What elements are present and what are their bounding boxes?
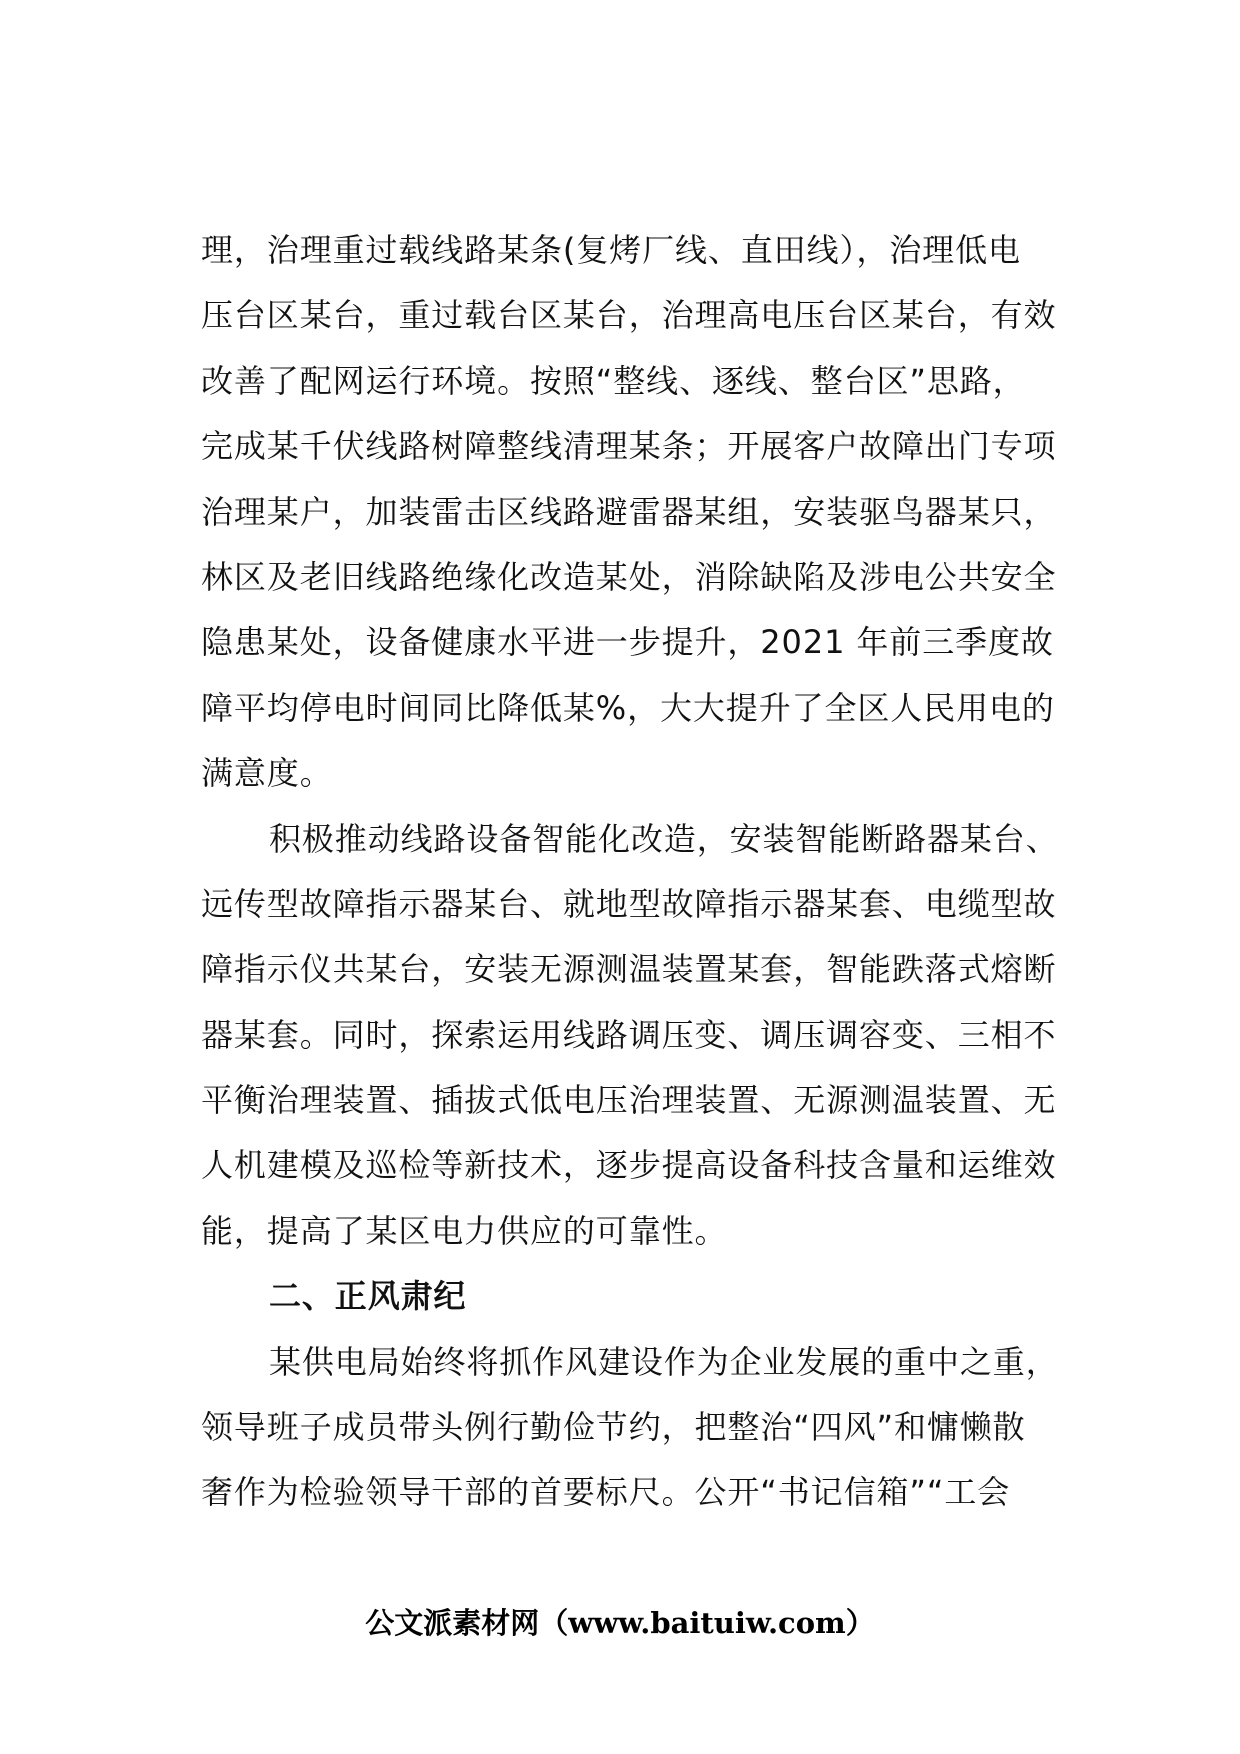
body-text	[201, 218, 1071, 1526]
text-line: 远传型故障指示器某台、就地型故障指示器某套、电缆型故	[201, 884, 1057, 923]
text-line: 完成某千伏线路树障整线清理某条；开展客户故障出门专项	[201, 427, 1057, 466]
paragraph-work-style	[201, 1330, 1071, 1526]
text-line: 某供电局始终将抓作风建设作为企业发展的重中之重，	[269, 1342, 1059, 1381]
footer-watermark: 公文派素材网（www.baituiw.com）	[365, 1606, 875, 1640]
text-line: 障平均停电时间同比降低某%，大大提升了全区人民用电的	[201, 688, 1055, 727]
text-line: 隐患某处，设备健康水平进一步提升，2021 年前三季度故	[201, 623, 1054, 662]
text-line: 治理某户，加装雷击区线路避雷器某组，安装驱鸟器某只，	[201, 492, 1057, 531]
text-line: 压台区某台，重过载台区某台，治理高电压台区某台，有效	[201, 296, 1057, 335]
text-line: 平衡治理装置、插拔式低电压治理装置、无源测温装置、无	[201, 1081, 1057, 1120]
text-line: 理，治理重过载线路某条(复烤厂线、直田线），治理低电	[201, 231, 1021, 269]
text-line: 满意度。	[201, 754, 333, 793]
text-line: 能，提高了某区电力供应的可靠性。	[201, 1211, 728, 1250]
paragraph-smart-equipment	[201, 807, 1071, 1265]
text-line: 器某套。同时，探索运用线路调压变、调压调容变、三相不	[201, 1015, 1057, 1054]
text-line: 领导班子成员带头例行勤俭节约，把整治“四风”和慵懒散	[201, 1408, 1026, 1447]
text-line: 障指示仪共某台，安装无源测温装置某套，智能跌落式熔断	[201, 950, 1057, 989]
text-line: 积极推动线路设备智能化改造，安装智能断路器某台、	[269, 819, 1059, 858]
text-line: 奢作为检验领导干部的首要标尺。公开“书记信箱”“工会	[201, 1473, 1011, 1512]
text-line: 人机建模及巡检等新技术，逐步提高设备科技含量和运维效	[201, 1146, 1057, 1185]
text-line: 改善了配网运行环境。按照“整线、逐线、整台区”思路，	[201, 361, 1026, 400]
paragraph-continued	[201, 218, 1071, 807]
text-line: 林区及老旧线路绝缘化改造某处，消除缺陷及涉电公共安全	[201, 557, 1057, 596]
section-heading: 二、正风肃纪	[269, 1277, 467, 1316]
